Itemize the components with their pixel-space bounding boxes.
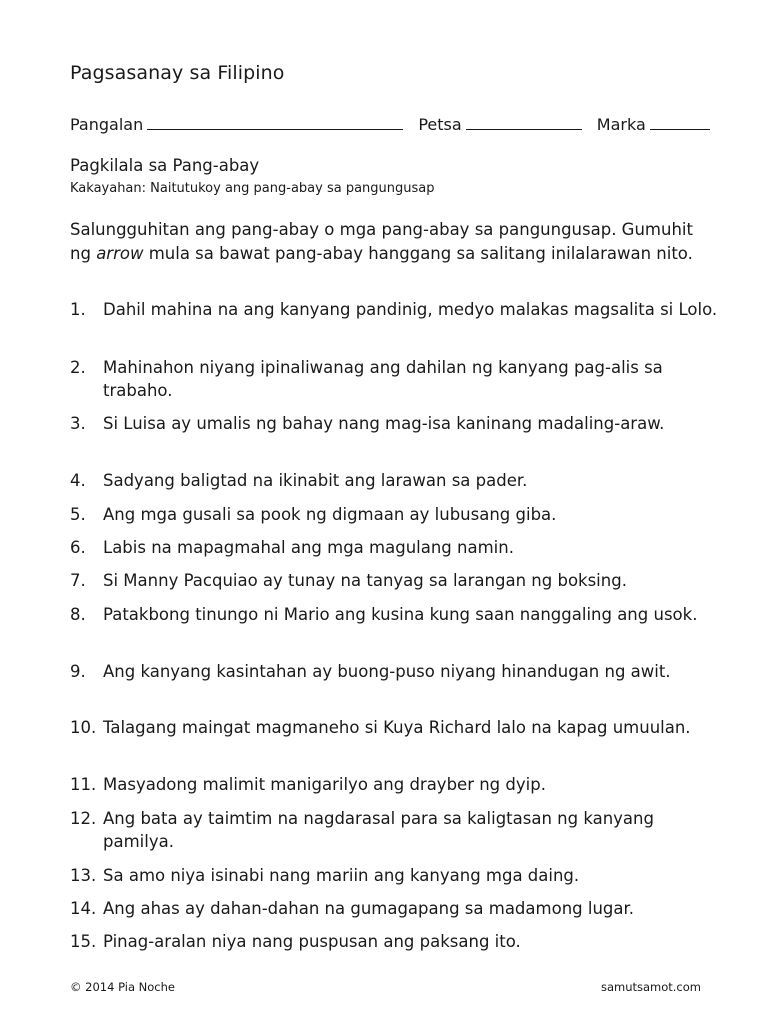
- list-item: [70, 716, 720, 739]
- list-item: [70, 298, 720, 321]
- item-number: 11.: [70, 775, 97, 794]
- item-text: Si Luisa ay umalis ng bahay nang mag-isa kaninang madaling-araw.: [103, 414, 665, 433]
- list-item: [70, 569, 720, 592]
- item-number: 8.: [70, 605, 86, 624]
- item-number: 4.: [70, 471, 86, 490]
- item-number: 2.: [70, 358, 86, 377]
- instructions: [70, 218, 710, 266]
- item-text: Talagang maingat magmaneho si Kuya Richard lalo na kapag umuulan.: [103, 718, 691, 737]
- item-number: 15.: [70, 932, 97, 951]
- instructions-emphasis: arrow: [96, 244, 144, 263]
- skill-description: Kakayahan: Naitutukoy ang pang-abay sa pangungusap: [70, 181, 435, 196]
- item-number: 13.: [70, 866, 97, 885]
- list-item: [70, 469, 720, 492]
- item-text: Labis na mapagmahal ang mga magulang namin.: [103, 538, 514, 557]
- item-text: Mahinahon niyang ipinaliwanag ang dahilan ng kanyang pag-alis sa trabaho.: [103, 358, 663, 400]
- item-number: 10.: [70, 718, 97, 737]
- list-item: [70, 503, 720, 526]
- item-text: Patakbong tinungo ni Mario ang kusina kung saan nanggaling ang usok.: [103, 605, 698, 624]
- list-item: [70, 660, 720, 683]
- item-number: 14.: [70, 899, 97, 918]
- list-item: [70, 773, 720, 796]
- item-text: Ang kanyang kasintahan ay buong-puso niyang hinandugan ng awit.: [103, 662, 671, 681]
- list-item: [70, 536, 720, 559]
- date-label: Petsa: [418, 115, 462, 134]
- list-item: [70, 930, 720, 953]
- list-item: [70, 864, 720, 887]
- instructions-text-2: mula sa bawat pang-abay hanggang sa salitang inilalarawan nito.: [143, 244, 693, 263]
- item-text: Pinag-aralan niya nang puspusan ang paksang ito.: [103, 932, 521, 951]
- item-text: Ang ahas ay dahan-dahan na gumagapang sa madamong lugar.: [103, 899, 635, 918]
- item-text: Sa amo niya isinabi nang mariin ang kanyang mga daing.: [103, 866, 580, 885]
- item-number: 12.: [70, 809, 97, 828]
- item-number: 5.: [70, 505, 86, 524]
- worksheet-title: Pagsasanay sa Filipino: [70, 62, 285, 84]
- item-number: 7.: [70, 571, 86, 590]
- list-item: [70, 603, 720, 626]
- item-number: 3.: [70, 414, 86, 433]
- item-number: 6.: [70, 538, 86, 557]
- item-text: Ang bata ay taimtim na nagdarasal para sa kaligtasan ng kanyang pamilya.: [103, 809, 654, 851]
- item-text: Ang mga gusali sa pook ng digmaan ay lubusang giba.: [103, 505, 557, 524]
- list-item: [70, 897, 720, 920]
- list-item: [70, 412, 720, 435]
- score-blank: [650, 114, 710, 130]
- name-blank: [147, 114, 403, 130]
- score-label: Marka: [596, 115, 646, 134]
- item-number: 9.: [70, 662, 86, 681]
- item-text: Dahil mahina na ang kanyang pandinig, medyo malakas magsalita si Lolo.: [103, 300, 718, 319]
- list-item: [70, 807, 720, 853]
- item-text: Si Manny Pacquiao ay tunay na tanyag sa larangan ng boksing.: [103, 571, 627, 590]
- website-text: samutsamot.com: [600, 980, 701, 994]
- date-blank: [466, 114, 582, 130]
- list-item: [70, 356, 720, 402]
- item-number: 1.: [70, 300, 86, 319]
- section-title: Pagkilala sa Pang-abay: [70, 156, 260, 175]
- item-text: Masyadong malimit manigarilyo ang drayber ng dyip.: [103, 775, 546, 794]
- copyright-text: © 2014 Pia Noche: [70, 980, 175, 994]
- instructions-text-1: Salungguhitan ang pang-abay o mga pang-abay sa pangungusap. Gumuhit ng: [70, 220, 693, 263]
- student-info-line: [70, 114, 730, 134]
- name-label: Pangalan: [70, 115, 144, 134]
- item-text: Sadyang baligtad na ikinabit ang larawan sa pader.: [103, 471, 528, 490]
